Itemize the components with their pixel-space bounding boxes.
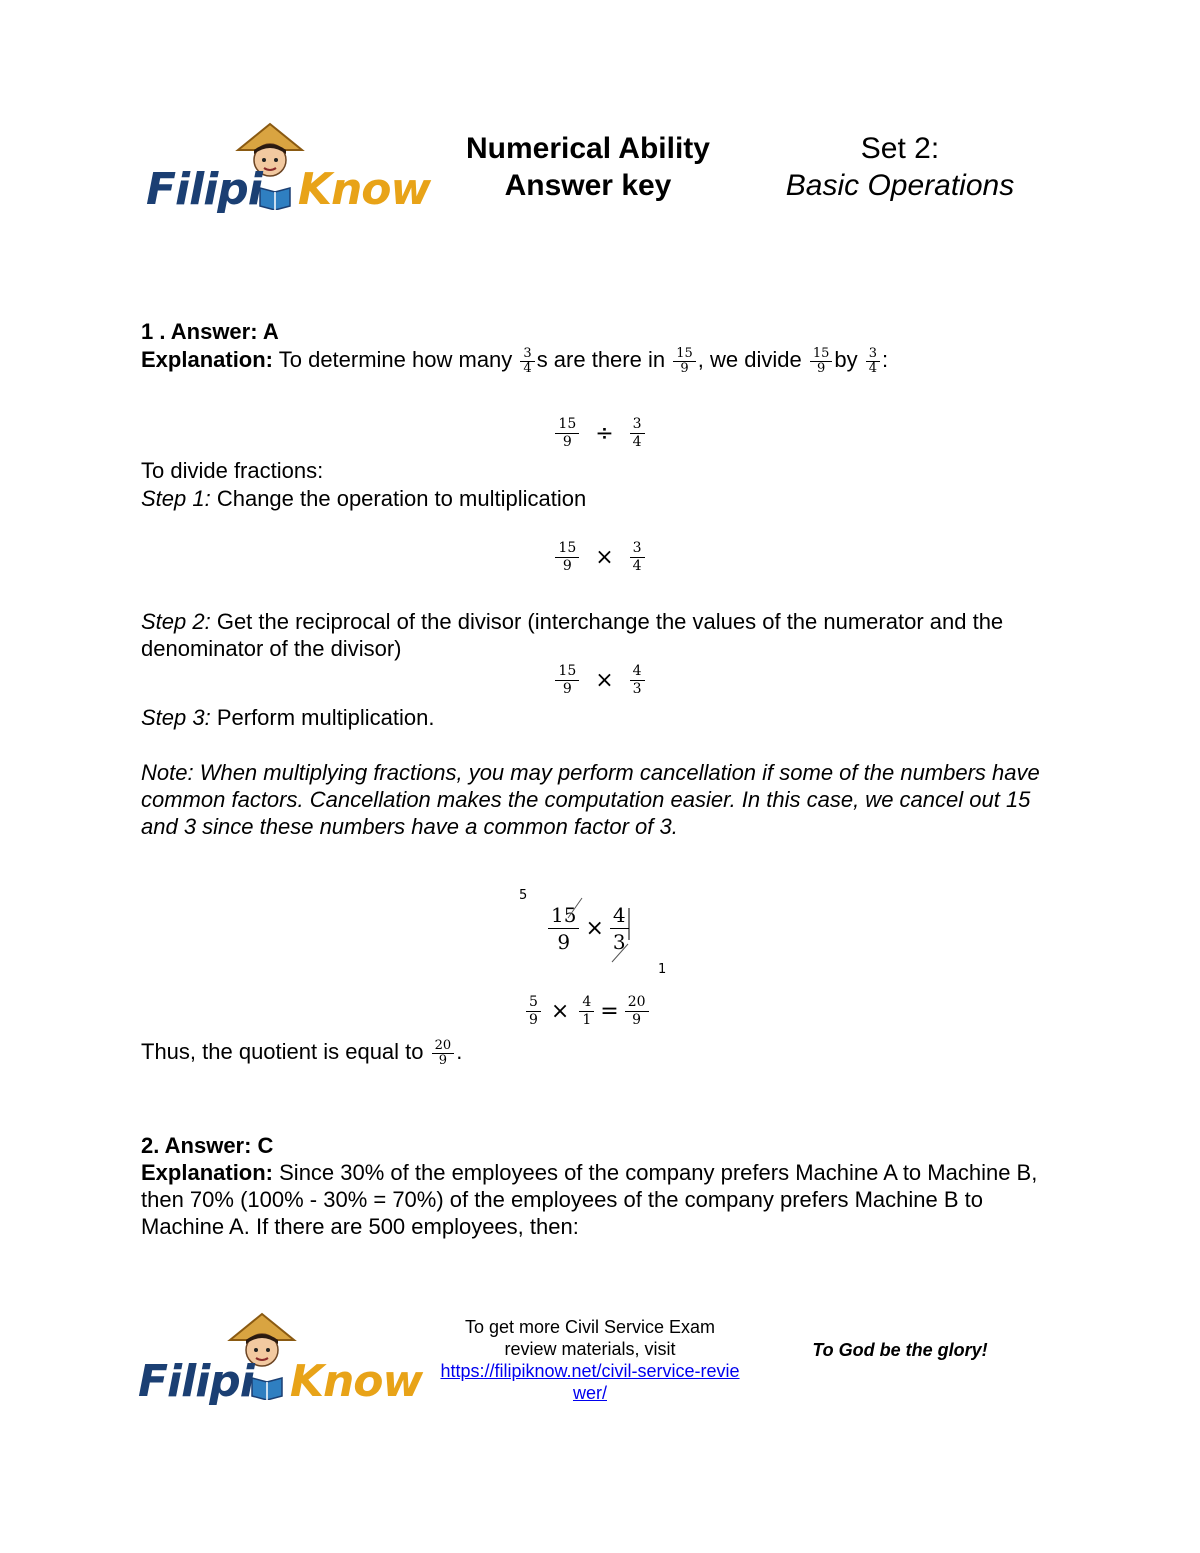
fraction: $\frac{4}{3}$ — [630, 663, 645, 698]
multiply-sign: × — [550, 999, 570, 1024]
logo-top — [140, 120, 440, 230]
step3 — [141, 704, 434, 731]
fraction: $\frac{3}{4}$ — [866, 347, 880, 376]
equation-step2 — [0, 663, 1200, 698]
fraction: $\frac{20}{9}$ — [625, 994, 649, 1029]
q1-expl-c: , we divide — [697, 347, 808, 372]
doc-title — [438, 130, 738, 204]
thus-label: Thus, the quotient is equal to — [141, 1039, 430, 1064]
q2-explanation — [141, 1159, 1041, 1240]
set-line1: Set 2: — [860, 132, 940, 165]
logo-wordmark — [146, 164, 431, 215]
step3-text: Perform multiplication. — [210, 705, 435, 730]
q2-expl-label: Explanation: — [141, 1160, 274, 1185]
logo-part1: Filipi — [146, 164, 262, 215]
step2 — [141, 608, 1041, 662]
multiply-sign: × — [595, 668, 614, 693]
set-line2: Basic Operations — [785, 169, 1015, 202]
footer-promo-text: To get more Civil Service Exam review materials, visit — [464, 1317, 716, 1359]
equation-result — [524, 994, 651, 1029]
fraction: $\frac{3}{4}$ — [630, 416, 645, 451]
thus-text — [141, 1038, 462, 1068]
step2-text: Get the reciprocal of the divisor (interchange the values of the numerator and the denominator of the divisor) — [141, 609, 1004, 661]
q1-expl-d: by — [834, 347, 864, 372]
equation-step1 — [0, 540, 1200, 575]
footer-promo — [440, 1316, 740, 1404]
q1-expl-label: Explanation: — [141, 347, 274, 372]
q1-expl-b: s are there in — [536, 347, 672, 372]
fraction: $\frac{4}{1}$ — [579, 994, 594, 1029]
step3-label: Step 3: — [141, 705, 211, 730]
equation-divide — [0, 416, 1200, 451]
fraction: $\frac{15}{9}$ — [555, 663, 579, 698]
step1-label: Step 1: — [141, 486, 211, 511]
cancel-label-top: 5 — [519, 888, 528, 903]
to-divide-text: To divide fractions: — [141, 458, 324, 483]
step2-label: Step 2: — [141, 609, 211, 634]
q1-expl-e: : — [882, 347, 889, 372]
footer-glory: To God be the glory! — [812, 1340, 988, 1360]
cancel-strokes — [540, 888, 640, 968]
step1-text: Change the operation to multiplication — [210, 486, 587, 511]
multiply-sign: × — [585, 916, 604, 941]
fraction: $\frac{3}{4}$ — [630, 540, 645, 575]
reviewer-link[interactable]: https://filipiknow.net/civil-service-reviewer/ — [440, 1361, 740, 1403]
q1-heading: 1 . Answer: A — [141, 319, 279, 344]
q2-heading: 2. Answer: C — [141, 1133, 274, 1158]
logo-wordmark: Filipi Know — [138, 1356, 423, 1407]
fraction: $\frac{20}{9}$ — [432, 1039, 455, 1068]
fraction: $\frac{4}{3}$ — [610, 902, 629, 955]
q1-explanation — [141, 346, 1081, 376]
cancel-label-bottom: 1 — [658, 962, 667, 977]
thus-end: . — [456, 1039, 463, 1064]
equals-sign: = — [600, 999, 619, 1024]
title-line2: Answer key — [504, 169, 672, 202]
cancellation-note: Note: When multiplying fractions, you may perform cancellation if some of the numbers have common factors. Cancellation makes the computation easier. In this case, we cancel out 15 and 3 since these numbers have a common factor of 3. — [141, 760, 1040, 839]
title-line1: Numerical Ability — [466, 132, 710, 165]
set-label — [760, 130, 1040, 204]
q2-expl-text: Since 30% of the employees of the company prefers Machine A to Machine B, then 70% (100% - 30% = 70%) of the employees of the company prefers Machine B to Machine A. If there are 500 employees, then: — [141, 1160, 1038, 1239]
fraction: $\frac{15}{9}$ — [810, 347, 833, 376]
multiply-sign: × — [595, 545, 614, 570]
fraction: $\frac{15}{9}$ — [555, 416, 579, 451]
fraction: $\frac{15}{9}$ — [555, 540, 579, 575]
q1-expl-a: To determine how many — [273, 347, 519, 372]
divide-sign: ÷ — [595, 421, 614, 446]
logo-bottom — [132, 1310, 432, 1420]
fraction: $\frac{15}{9}$ — [548, 902, 579, 955]
step1 — [141, 485, 586, 512]
logo-part2: Know — [297, 164, 431, 215]
fraction: $\frac{3}{4}$ — [520, 347, 534, 376]
fraction: $\frac{15}{9}$ — [673, 347, 696, 376]
fraction: $\frac{5}{9}$ — [526, 994, 541, 1029]
